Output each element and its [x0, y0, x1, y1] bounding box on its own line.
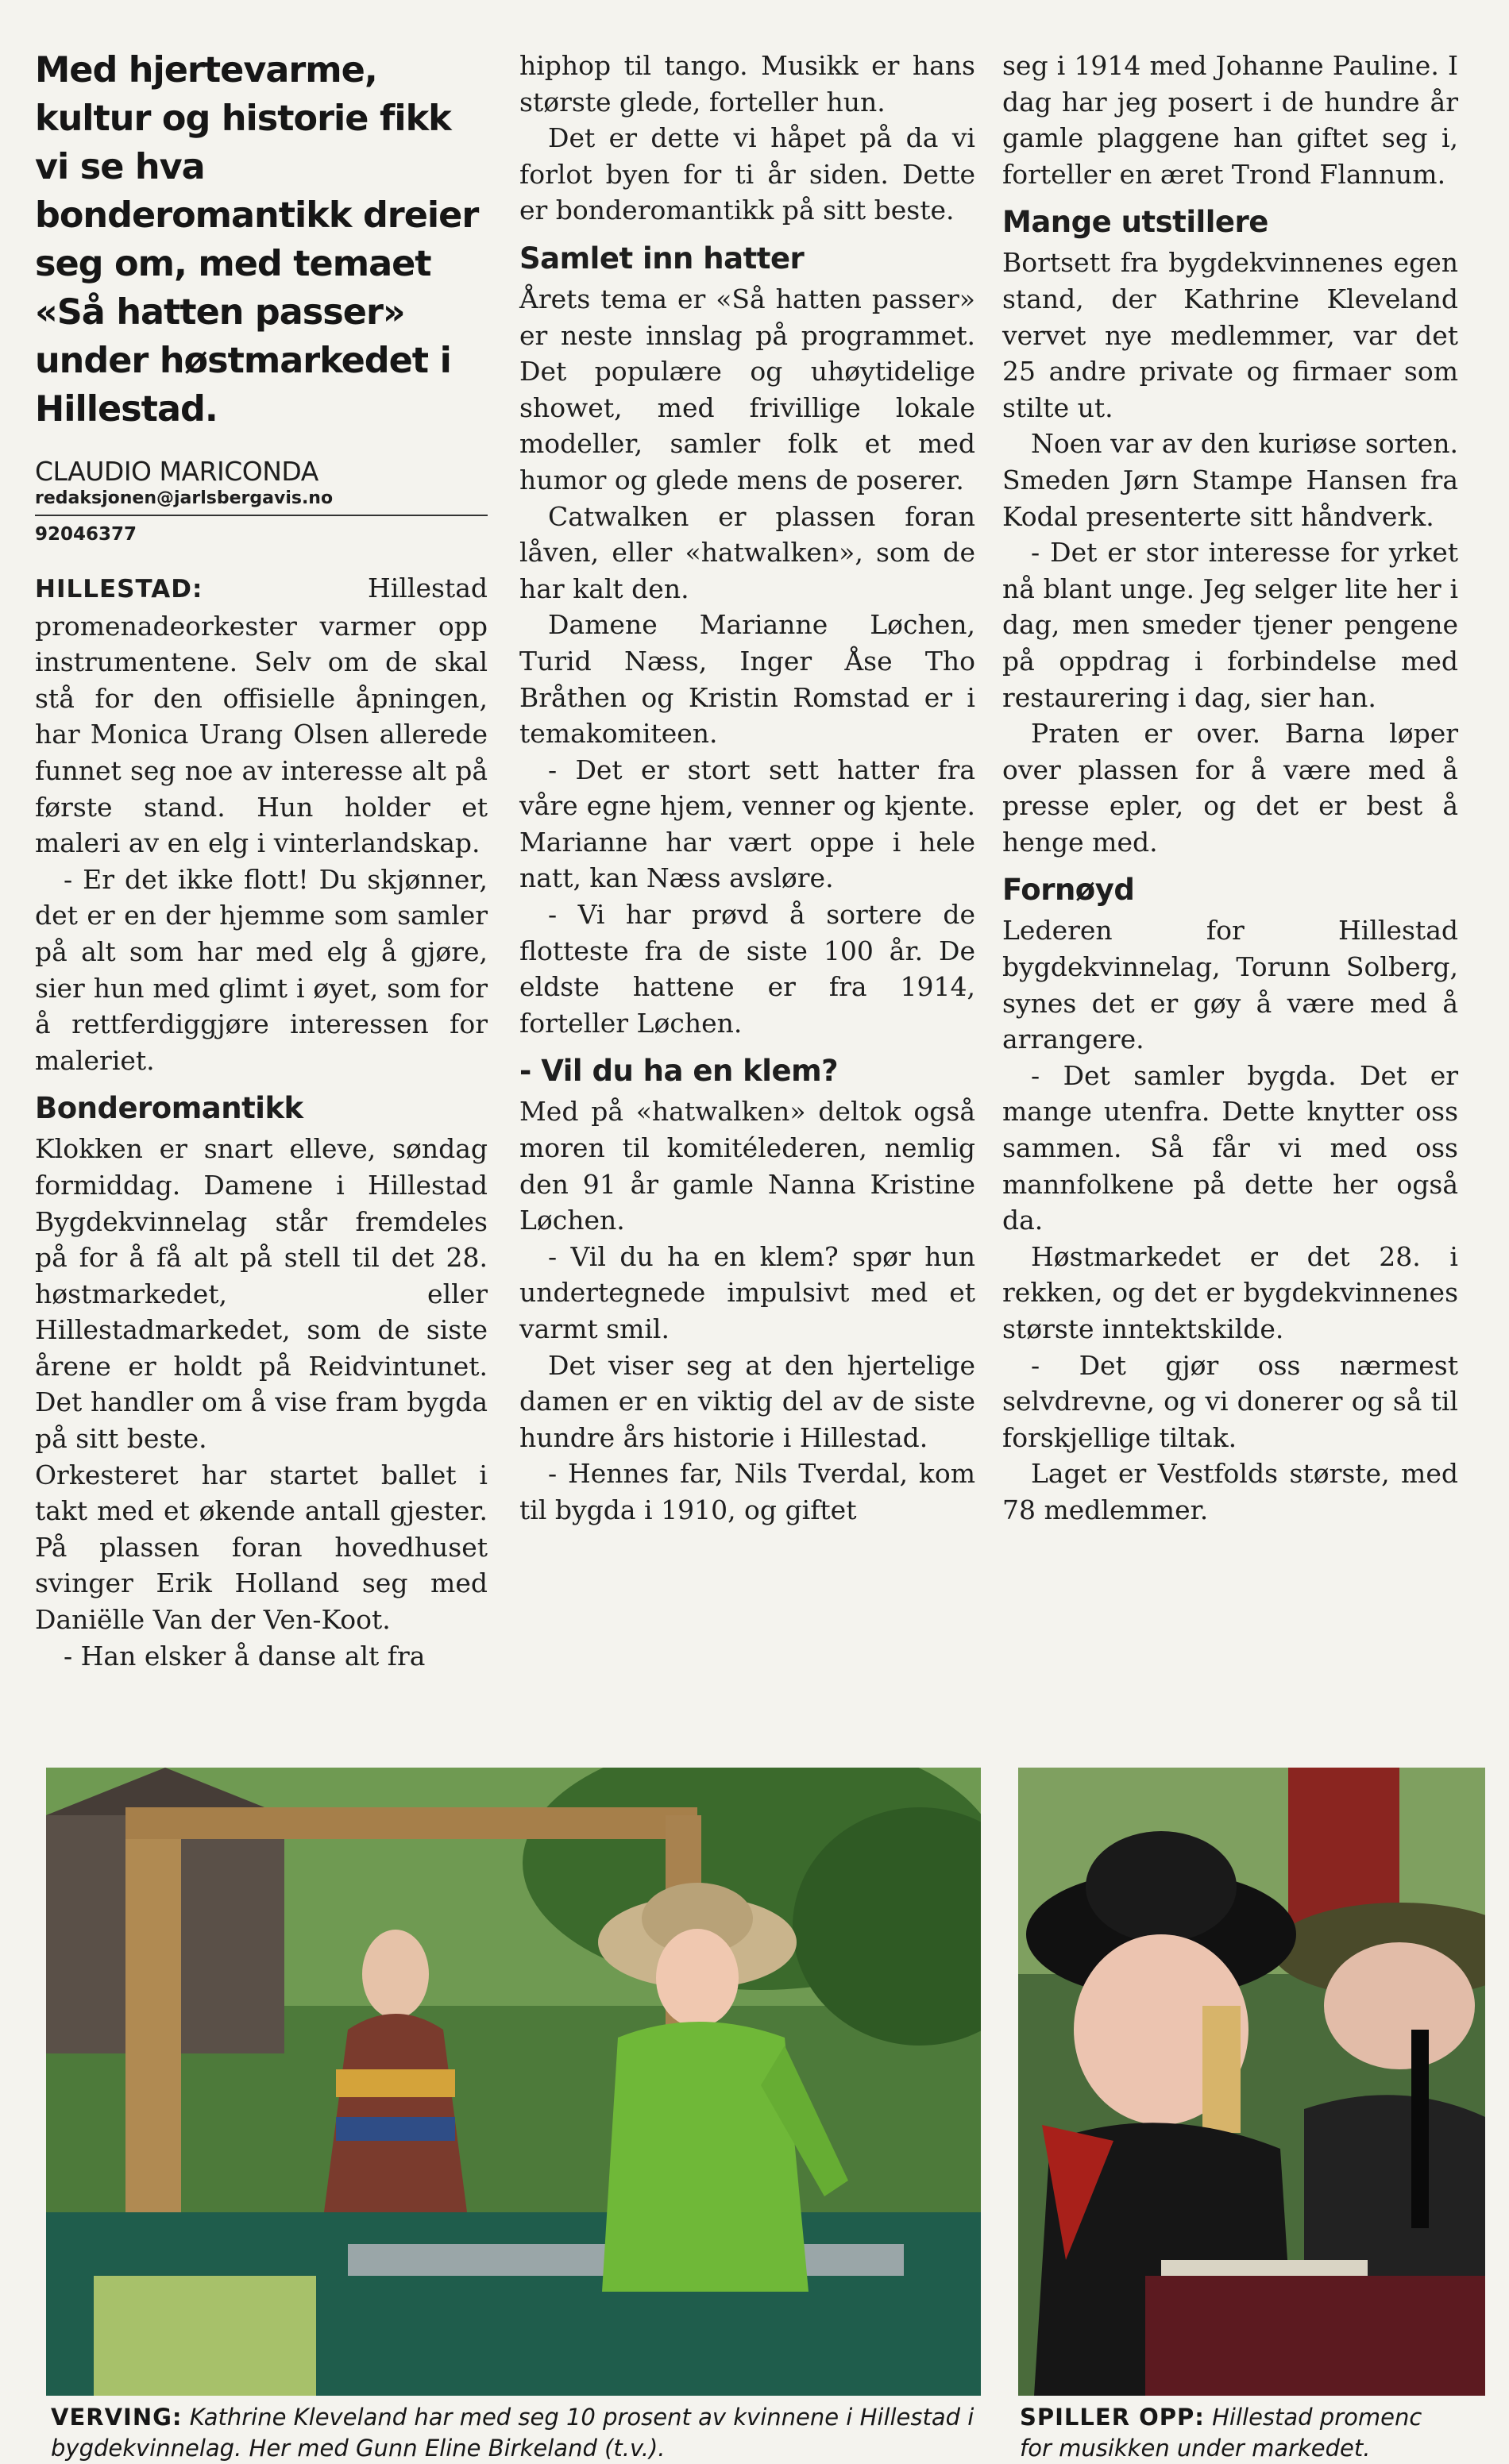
photo-market-stand-illustration	[46, 1768, 981, 2396]
paragraph: Bortsett fra bygdekvinnenes egen stand, der Kathrine Kleveland vervet nye medlemmer, var det 25 andre private og firmaer som stilte ut.	[1002, 247, 1458, 423]
subheading-samlet-inn-hatter: Samlet inn hatter	[519, 241, 805, 276]
column-3	[1002, 48, 1458, 1529]
caption-text: Hillestad promenc	[1212, 2404, 1422, 2431]
paragraph: - Vil du ha en klem? spør hun undertegnede impulsivt med et varmt smil.	[519, 1240, 975, 1344]
photo-musicians	[1018, 1768, 1485, 2396]
paragraph: Catwalken er plassen foran låven, eller «hatwalken», som de har kalt den.	[519, 500, 975, 604]
subheading-vil-du-ha-en-klem: - Vil du ha en klem?	[519, 1054, 839, 1089]
photo-market-stand	[46, 1768, 981, 2396]
paragraph: Det er dette vi håpet på da vi forlot byen for ti år siden. Dette er bonderomantikk på sitt beste.	[519, 122, 975, 226]
caption-spiller-opp	[1020, 2402, 1509, 2464]
paragraph: - Det gjør oss nærmest selvdrevne, og vi donerer og så til forskjellige tiltak.	[1002, 1349, 1458, 1453]
lead-heading: Med hjertevarme, kultur og historie fikk vi se hva bonderomantikk dreier seg om, med temaet «Så hatten passer» under høstmarkedet i Hillestad.	[35, 50, 479, 430]
paragraph: Praten er over. Barna løper over plassen for å være med å presse epler, og det er best å henge med.	[1002, 718, 1458, 858]
photo-musicians-illustration	[1018, 1768, 1485, 2396]
caption-verving	[51, 2402, 984, 2464]
byline-phone: 92046377	[35, 524, 137, 545]
paragraph: Klokken er snart elleve, søndag formiddag. Damene i Hillestad Bygdekvinnelag står fremdeles på for å få alt på stell til det 28. høstmarkedet, eller Hillestadmarkedet, som de siste årene er holdt på Reidvintunet. Det handler om å vise fram bygda på sitt beste.	[35, 1133, 488, 1455]
paragraph: - Vi har prøvd å sortere de flotteste fra de siste 100 år. De eldste hattene er fra 1914, forteller Løchen.	[519, 899, 975, 1039]
paragraph: Høstmarkedet er det 28. i rekken, og det er bygdekvinnenes største inntektskilde.	[1002, 1240, 1458, 1344]
caption-text: Kathrine Kleveland har med seg 10 prosent av kvinnene i Hillestad i bygdekvinnelag. Her med Gunn Eline Birkeland (t.v.).	[51, 2404, 974, 2462]
paragraph: - Det er stor interesse for yrket nå blant unge. Jeg selger lite her i dag, men smeder tjener pengene på oppdrag i forbindelse med restaurering i dag, sier han.	[1002, 537, 1458, 713]
column-2	[519, 48, 975, 1529]
paragraph: HILLESTAD: Hillestad promenadeorkester varmer opp instrumentene. Selv om de skal stå for den offisielle åpningen, har Monica Urang Olsen allerede funnet seg noe av interesse alt på første stand. Hun holder et maleri av en elg i vinterlandskap.	[35, 573, 488, 859]
paragraph: - Er det ikke flott! Du skjønner, det er en der hjemme som samler på alt som har med elg å gjøre, sier hun med glimt i øyet, som for å rettferdiggjøre interessen for maleriet.	[35, 863, 488, 1076]
paragraph: Lederen for Hillestad bygdekvinnelag, Torunn Solberg, synes det er gøy å være med å arrangere.	[1002, 915, 1458, 1055]
paragraph: Laget er Vestfolds største, med 78 medlemmer.	[1002, 1458, 1458, 1525]
caption-label: SPILLER OPP:	[1020, 2404, 1205, 2431]
paragraph: Damene Marianne Løchen, Turid Næss, Inger Åse Tho Bråthen og Kristin Romstad er i temakomiteen.	[519, 609, 975, 750]
paragraph: - Hennes far, Nils Tverdal, kom til bygda i 1910, og giftet	[519, 1458, 975, 1525]
subheading-mange-utstillere: Mange utstillere	[1002, 205, 1268, 240]
paragraph: Orkesteret har startet ballet i takt med et økende antall gjester. På plassen foran hovedhuset svinger Erik Holland seg med Daniëlle Van der Ven-Koot.	[35, 1459, 488, 1636]
subheading-bonderomantikk: Bonderomantikk	[35, 1091, 303, 1126]
byline-email: redaksjonen@jarlsbergavis.no	[35, 488, 488, 516]
dateline: HILLESTAD:	[35, 575, 203, 603]
paragraph: - Han elsker å danse alt fra	[64, 1640, 426, 1672]
paragraph: Det viser seg at den hjertelige damen er en viktig del av de siste hundre års historie i Hillestad.	[519, 1349, 975, 1453]
paragraph: Noen var av den kuriøse sorten. Smeden Jørn Stampe Hansen fra Kodal presenterte sitt håndverk.	[1002, 428, 1458, 532]
caption-label: VERVING:	[51, 2404, 183, 2431]
subheading-fornoyd: Fornøyd	[1002, 873, 1135, 908]
paragraph: Med på «hatwalken» deltok også moren til komitélederen, nemlig den 91 år gamle Nanna Kristine Løchen.	[519, 1096, 975, 1236]
paragraph: seg i 1914 med Johanne Pauline. I dag har jeg posert i de hundre år gamle plaggene han giftet seg i, forteller en æret Trond Flannum.	[1002, 50, 1458, 190]
column-1	[35, 46, 488, 1674]
paragraph: hiphop til tango. Musikk er hans største glede, forteller hun.	[519, 50, 975, 118]
paragraph: - Det samler bygda. Det er mange utenfra. Dette knytter oss sammen. Så får vi med oss mannfolkene på dette her også da.	[1002, 1059, 1458, 1236]
paragraph: Årets tema er «Så hatten passer» er neste innslag på programmet. Det populære og uhøytidelige showet, med frivillige lokale modeller, samler folk et med humor og glede mens de poserer.	[519, 283, 975, 495]
paragraph: - Det er stort sett hatter fra våre egne hjem, venner og kjente. Marianne har vært oppe i hele natt, kan Næss avsløre.	[519, 754, 975, 894]
byline-author: CLAUDIO MARICONDA	[35, 456, 318, 487]
caption-text-2: for musikken under markedet.	[1020, 2435, 1371, 2462]
